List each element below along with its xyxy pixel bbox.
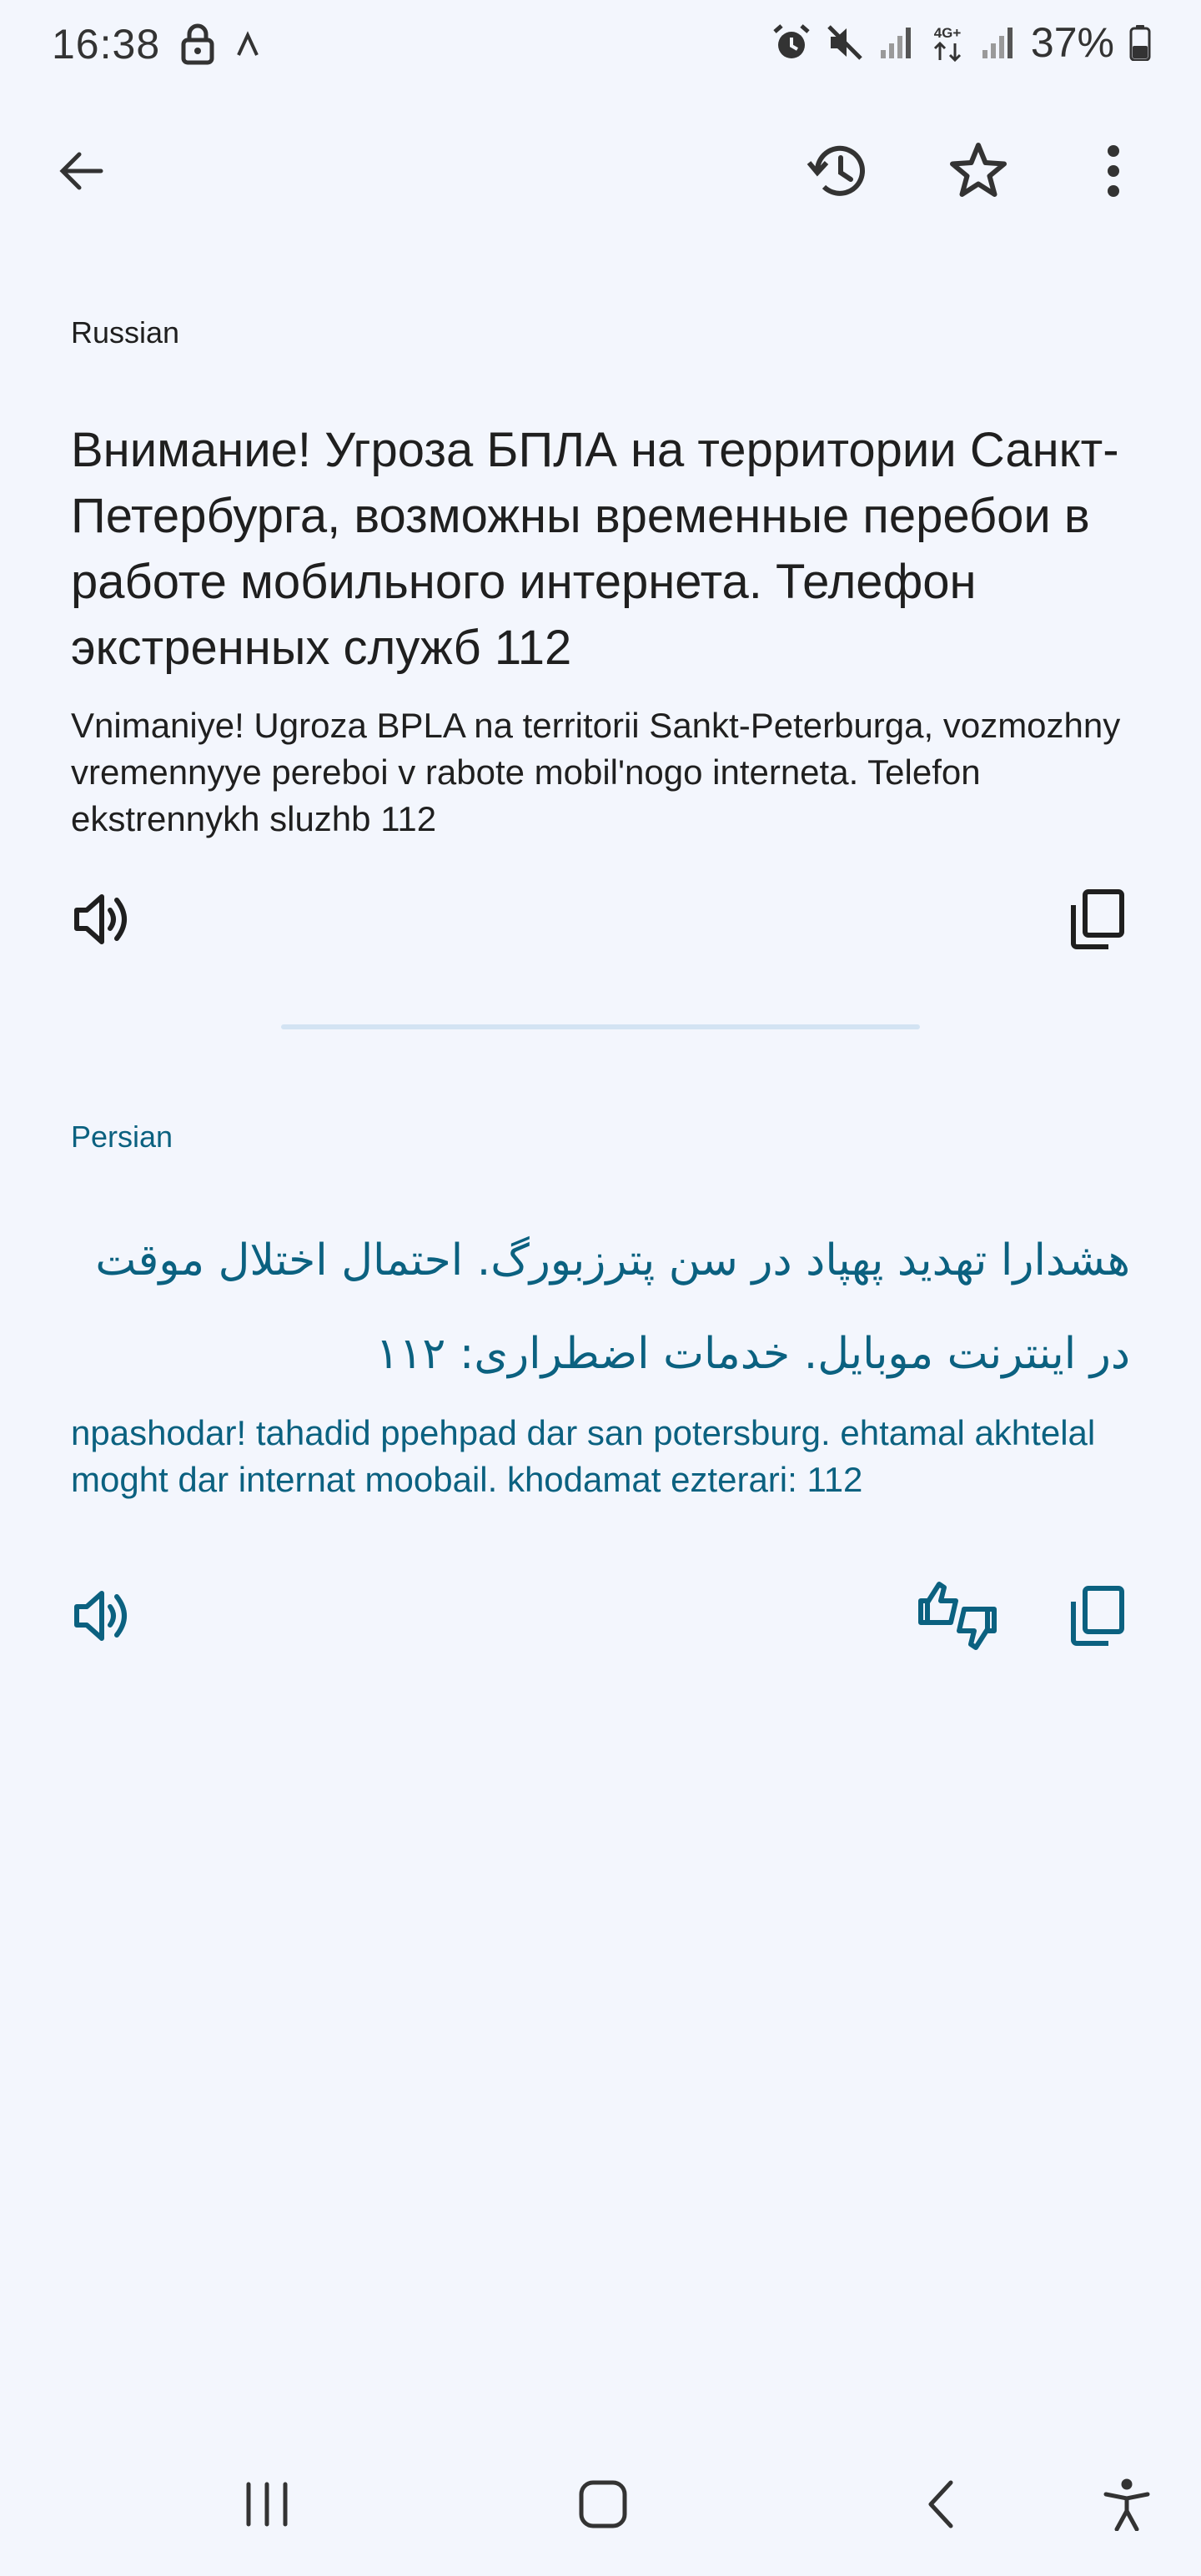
rate-translation-button[interactable] (912, 1570, 1003, 1662)
status-bar (0, 0, 1201, 92)
home-icon (578, 2479, 628, 2529)
more-vert-icon (1105, 144, 1122, 198)
signal-icon (879, 25, 914, 60)
speaker-icon (72, 1587, 133, 1645)
target-copy-button[interactable] (1051, 1570, 1143, 1662)
app-bar (0, 125, 1201, 217)
back-button[interactable] (35, 125, 127, 217)
history-button[interactable] (793, 125, 885, 217)
system-nav-bar (0, 2444, 1201, 2576)
nav-back-icon (924, 2479, 957, 2529)
battery-percent: 37% (1030, 19, 1114, 66)
nav-back-button[interactable] (891, 2454, 991, 2554)
target-transliteration: npashodar! tahadid ppehpad dar san potersburg. ehtamal akhtelal moght dar internat moobail. khodamat ezterari: 112 (71, 1413, 1096, 1499)
svg-text:4G+: 4G+ (933, 25, 962, 41)
mute-icon (826, 23, 864, 62)
status-time: 16:38 (52, 21, 161, 68)
section-divider (281, 1024, 920, 1029)
favorite-button[interactable] (932, 125, 1024, 217)
home-button[interactable] (553, 2454, 653, 2554)
copy-icon (1068, 1585, 1125, 1647)
status-left-icons (180, 23, 260, 65)
battery-icon (1129, 24, 1151, 61)
source-language-label: Russian (71, 315, 180, 350)
accessibility-button[interactable] (1077, 2454, 1177, 2554)
copy-icon (1068, 888, 1125, 950)
target-listen-button[interactable] (57, 1570, 148, 1662)
caret-up-icon (235, 30, 260, 58)
thumbs-up-down-icon (917, 1579, 997, 1653)
accessibility-icon (1103, 2478, 1151, 2531)
source-transliteration: Vnimaniye! Ugroza BPLA na territorii Sankt-Peterburga, vozmozhny vremennyye pereboi v rabote mobil'nogo interneta. Telefon ekstrennykh sluzhb 112 (71, 706, 1121, 838)
more-options-button[interactable] (1068, 125, 1159, 217)
status-right-icons (772, 18, 1151, 67)
recent-apps-icon (242, 2481, 292, 2528)
target-language-label: Persian (71, 1119, 173, 1154)
back-arrow-icon (54, 144, 108, 198)
recent-apps-button[interactable] (217, 2454, 317, 2554)
source-listen-button[interactable] (57, 873, 148, 965)
alarm-icon (772, 23, 811, 62)
star-icon (947, 140, 1009, 202)
speaker-icon (72, 890, 133, 948)
data-arrows-icon (929, 23, 966, 62)
signal-icon (981, 25, 1016, 60)
source-copy-button[interactable] (1051, 873, 1143, 965)
target-text: هشدارا تهدید پهپاد در سن پترزبورگ. احتمال اختلال موقت در اینترنت موبایل. خدمات اضطراری: ۱۱۲ (95, 1235, 1130, 1379)
source-text: Внимание! Угроза БПЛА на территории Санкт-Петербурга, возможны временные перебои в работе мобильного интернета. Телефон экстренных служб 112 (71, 423, 1119, 675)
lock-icon (180, 23, 215, 65)
history-icon (806, 138, 872, 204)
